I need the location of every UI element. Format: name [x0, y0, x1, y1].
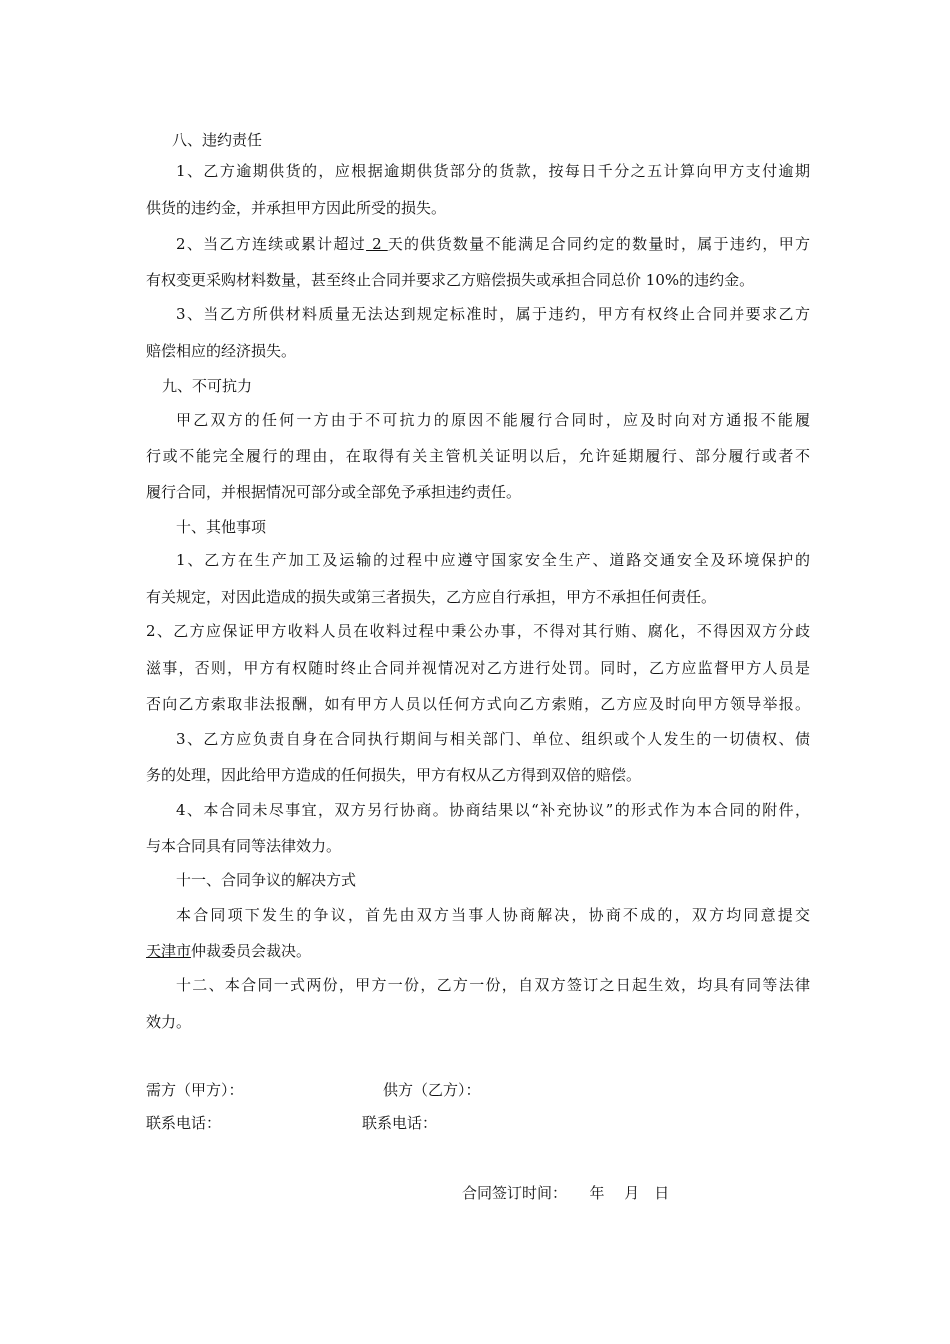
s10-p4-line2: 与本合同具有同等法律效力。: [146, 837, 342, 855]
s11-p1-line1: 本合同项下发生的争议，首先由双方当事人协商解决，协商不成的，双方均同意提交: [176, 906, 810, 924]
section-10-heading: 十、其他事项: [176, 518, 267, 536]
s8-p2-line1: 2、当乙方连续或累计超过 2 天的供货数量不能满足合同约定的数量时，属于违约，甲方: [176, 235, 810, 253]
s12-p1-line1: 十二、本合同一式两份，甲方一份，乙方一份，自双方签订之日起生效，均具有同等法律: [176, 976, 810, 994]
s8-p3-line1: 3、当乙方所供材料质量无法达到规定标准时，属于违约，甲方有权终止合同并要求乙方: [176, 305, 810, 323]
s8-p2-line2: 有权变更采购材料数量，甚至终止合同并要求乙方赔偿损失或承担合同总价 10%的违约金。: [146, 271, 755, 289]
s8-p1-line1: 1、乙方逾期供货的，应根据逾期供货部分的货款，按每日千分之五计算向甲方支付逾期: [176, 162, 810, 180]
supplier-phone-label: 联系电话：: [362, 1114, 438, 1132]
section-11-heading: 十一、合同争议的解决方式: [176, 871, 357, 889]
s8-p3-line2: 赔偿相应的经济损失。: [146, 342, 297, 360]
buyer-label: 需方（甲方）：: [146, 1081, 244, 1099]
days-value: 2: [366, 235, 388, 253]
buyer-phone-label: 联系电话：: [146, 1114, 222, 1132]
s10-p3-line2: 务的处理，因此给甲方造成的任何损失，甲方有权从乙方得到双倍的赔偿。: [146, 766, 642, 784]
s10-p2-line1: 2、乙方应保证甲方收料人员在收料过程中秉公办事，不得对其行贿、腐化，不得因双方分歧: [146, 622, 810, 640]
s12-p1-line2: 效力。: [146, 1013, 192, 1031]
supplier-label: 供方（乙方）：: [383, 1081, 481, 1099]
s10-p3-line1: 3、乙方应负责自身在合同执行期间与相关部门、单位、组织或个人发生的一切债权、债: [176, 730, 810, 748]
signing-date-label: 合同签订时间： 年 月 日: [462, 1184, 670, 1202]
s11-p1-line2: 天津市仲裁委员会裁决。: [146, 942, 312, 960]
s10-p1-line1: 1、乙方在生产加工及运输的过程中应遵守国家安全生产、道路交通安全及环境保护的: [176, 551, 810, 569]
s10-p1-line2: 有关规定，对因此造成的损失或第三者损失，乙方应自行承担，甲方不承担任何责任。: [146, 588, 717, 606]
s10-p4-line1: 4、本合同未尽事宜，双方另行协商。协商结果以“补充协议”的形式作为本合同的附件，: [176, 801, 810, 819]
s10-p2-line3: 否向乙方索取非法报酬，如有甲方人员以任何方式向乙方索贿，乙方应及时向甲方领导举报。: [146, 695, 810, 713]
s9-p1-line1: 甲乙双方的任何一方由于不可抗力的原因不能履行合同时，应及时向对方通报不能履: [176, 411, 810, 429]
s10-p2-line2: 滋事，否则，甲方有权随时终止合同并视情况对乙方进行处罚。同时，乙方应监督甲方人员是: [146, 659, 810, 677]
s9-p1-line2: 行或不能完全履行的理由，在取得有关主管机关证明以后，允许延期履行、部分履行或者不: [146, 447, 810, 465]
s8-p1-line2: 供货的违约金，并承担甲方因此所受的损失。: [146, 199, 447, 217]
section-9-heading: 九、不可抗力: [162, 377, 253, 395]
arbitration-city: 天津市: [146, 942, 192, 960]
section-8-heading: 八、违约责任: [172, 131, 263, 149]
s9-p1-line3: 履行合同，并根据情况可部分或全部免予承担违约责任。: [146, 483, 522, 501]
